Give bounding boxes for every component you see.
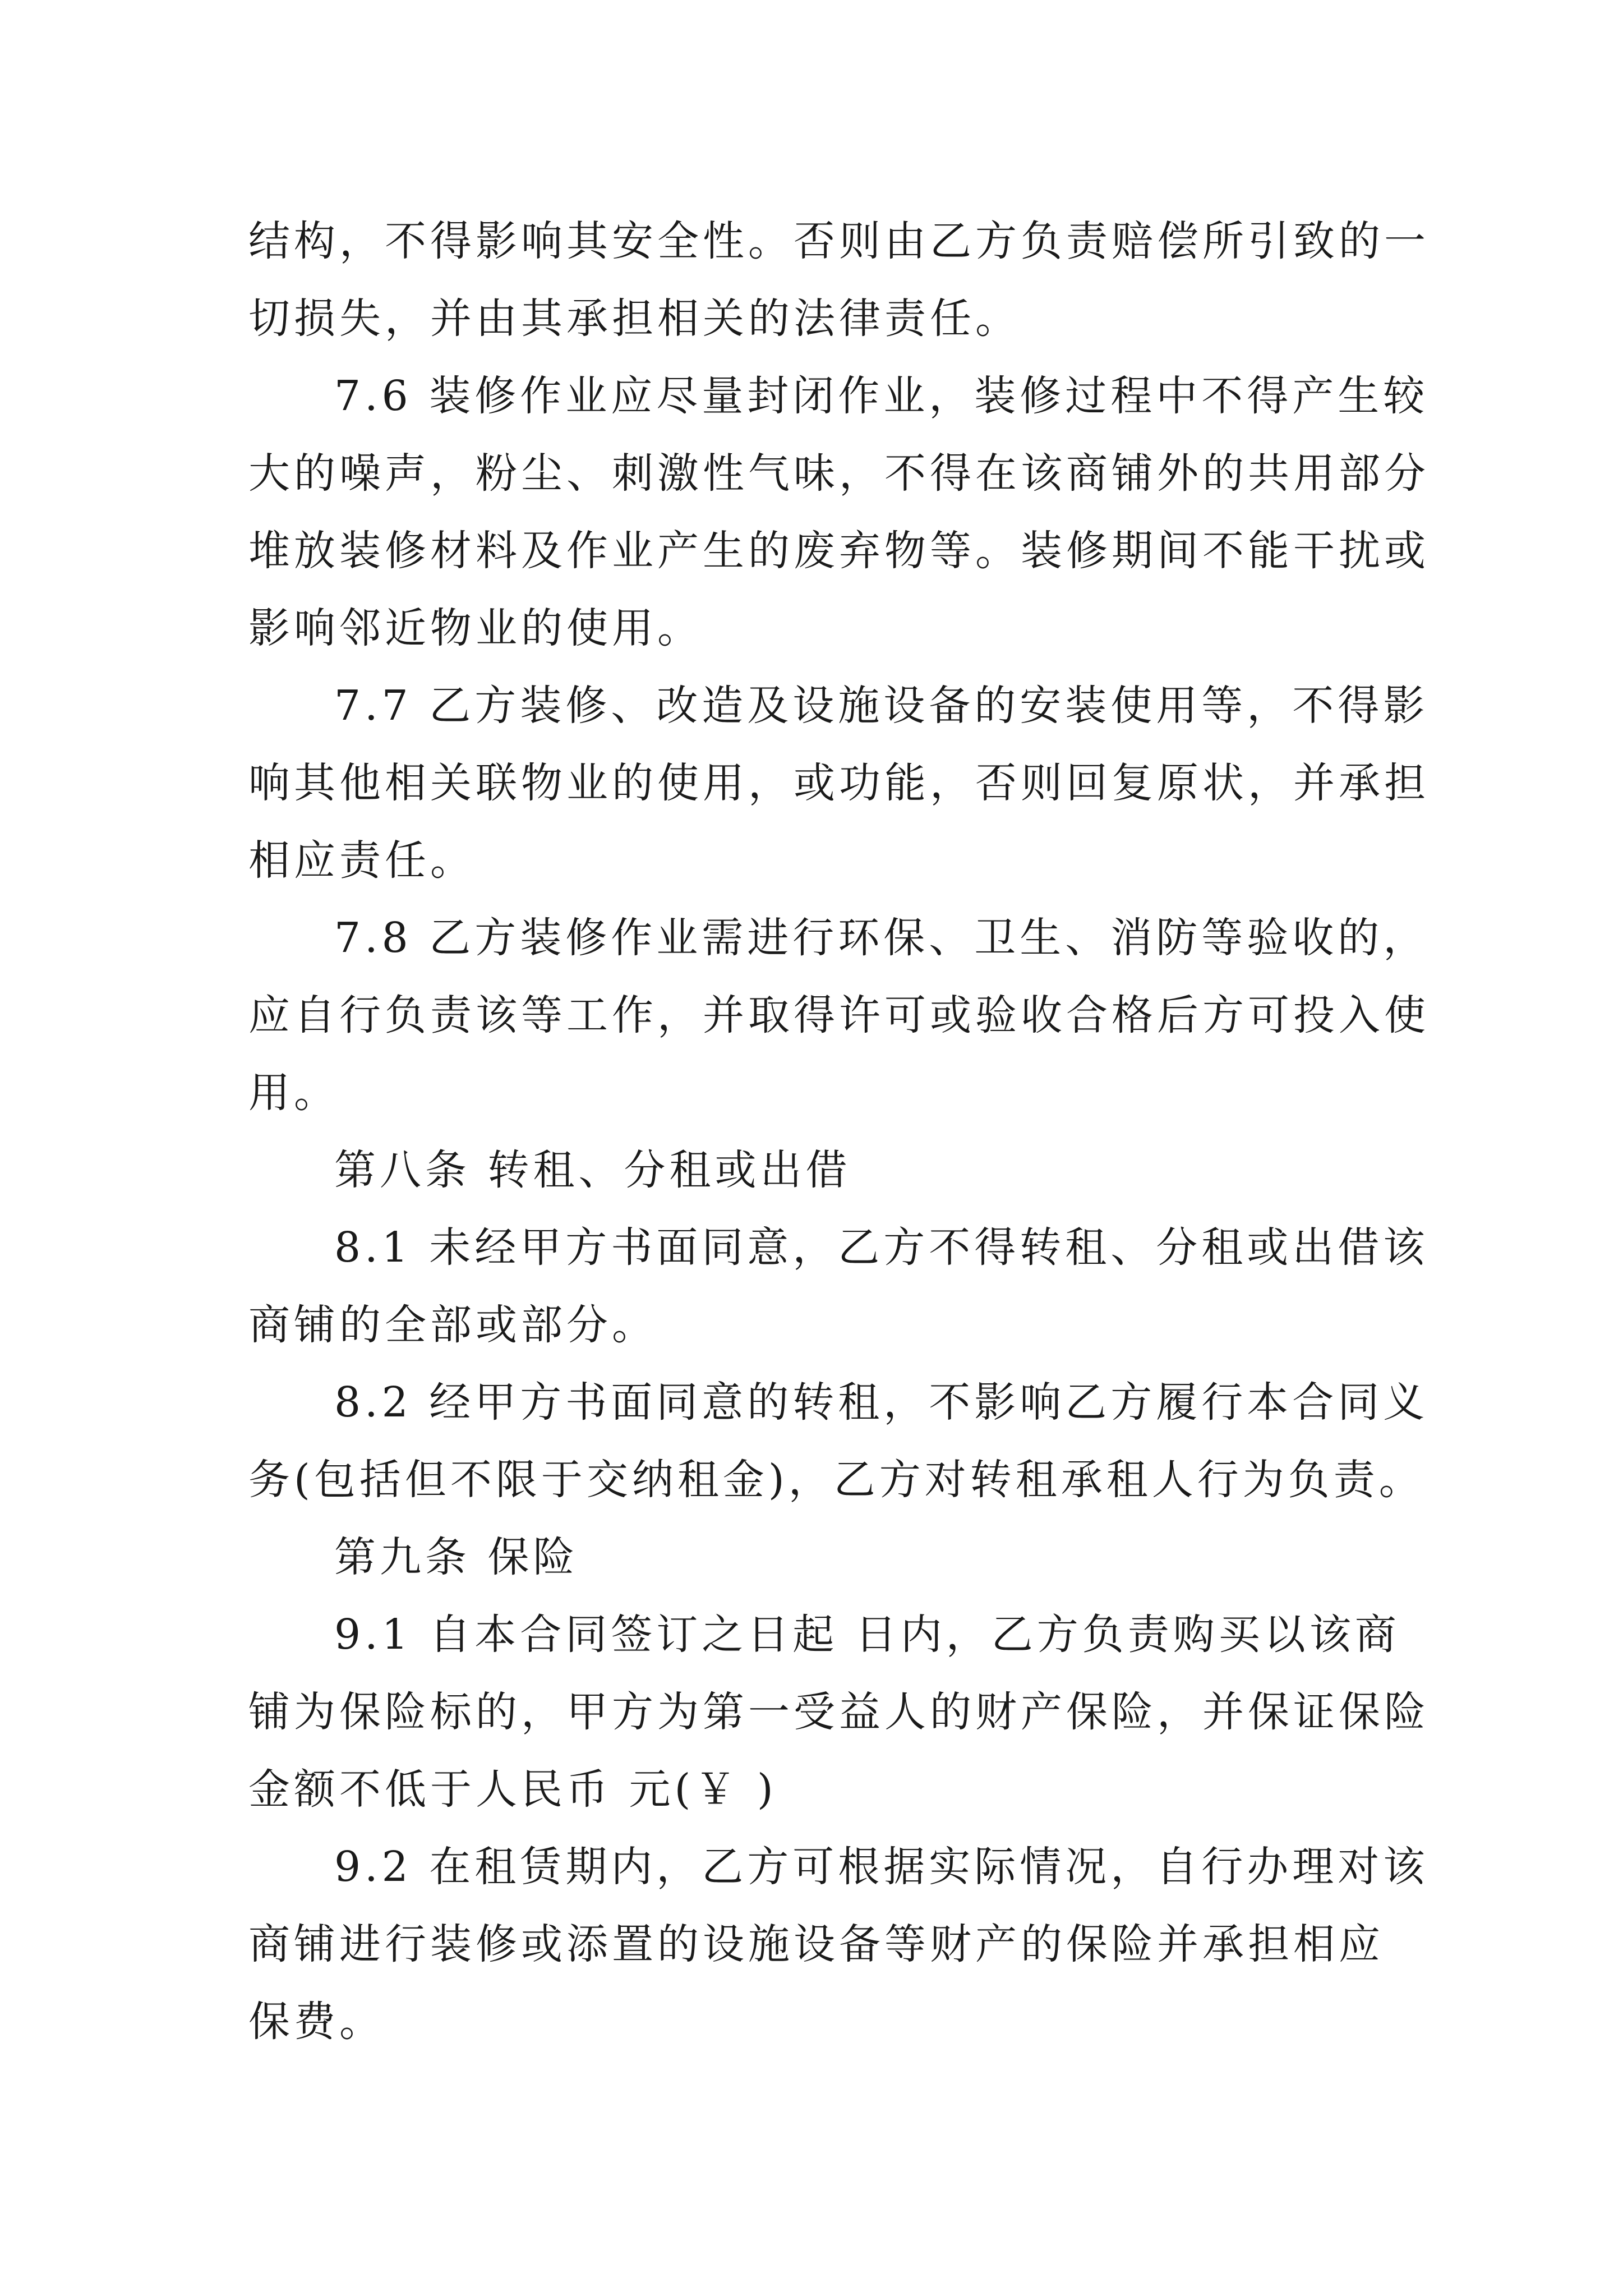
clause-9-2: 9.2 在租赁期内，乙方可根据实际情况，自行办理对该 bbox=[334, 1843, 1429, 1891]
body-text-line: 铺为保险标的，甲方为第一受益人的财产保险，并保证保险 bbox=[248, 1688, 1430, 1736]
clause-7-7: 7.7 乙方装修、改造及设施设备的安装使用等，不得影 bbox=[334, 682, 1429, 730]
article-9-heading: 第九条 保险 bbox=[334, 1533, 579, 1581]
body-text-line: 商铺的全部或部分。 bbox=[248, 1301, 657, 1349]
body-text-line: 切损失，并由其承担相关的法律责任。 bbox=[248, 295, 1021, 343]
body-text-line: 响其他相关联物业的使用，或功能，否则回复原状，并承担 bbox=[248, 759, 1430, 807]
body-text-line: 商铺进行装修或添置的设施设备等财产的保险并承担相应 bbox=[248, 1920, 1384, 1968]
clause-9-1: 9.1 自本合同签订之日起 日内，乙方负责购买以该商 bbox=[334, 1611, 1400, 1659]
body-text-line: 务(包括但不限于交纳租金)，乙方对转租承租人行为负责。 bbox=[248, 1456, 1424, 1504]
body-text-line: 影响邻近物业的使用。 bbox=[248, 604, 703, 652]
clause-7-6: 7.6 装修作业应尽量封闭作业，装修过程中不得产生较 bbox=[334, 372, 1429, 420]
clause-8-1: 8.1 未经甲方书面同意，乙方不得转租、分租或出借该 bbox=[334, 1223, 1429, 1272]
body-text-line: 堆放装修材料及作业产生的废弃物等。装修期间不能干扰或 bbox=[248, 527, 1430, 575]
body-text-line: 大的噪声，粉尘、刺激性气味，不得在该商铺外的共用部分 bbox=[248, 449, 1430, 498]
clause-8-2: 8.2 经甲方书面同意的转租，不影响乙方履行本合同义 bbox=[334, 1378, 1429, 1427]
body-text-line: 相应责任。 bbox=[248, 836, 476, 885]
body-text-line: 应自行负责该等工作，并取得许可或验收合格后方可投入使 bbox=[248, 991, 1430, 1039]
body-text-line: 结构，不得影响其安全性。否则由乙方负责赔偿所引致的一 bbox=[248, 217, 1430, 265]
body-text-line: 保费。 bbox=[248, 1998, 385, 2046]
clause-7-8: 7.8 乙方装修作业需进行环保、卫生、消防等验收的， bbox=[334, 914, 1429, 962]
body-text-line: 金额不低于人民币 元(￥ ) bbox=[248, 1765, 777, 1814]
article-8-heading: 第八条 转租、分租或出借 bbox=[334, 1146, 851, 1194]
body-text-line: 用。 bbox=[248, 1069, 339, 1117]
